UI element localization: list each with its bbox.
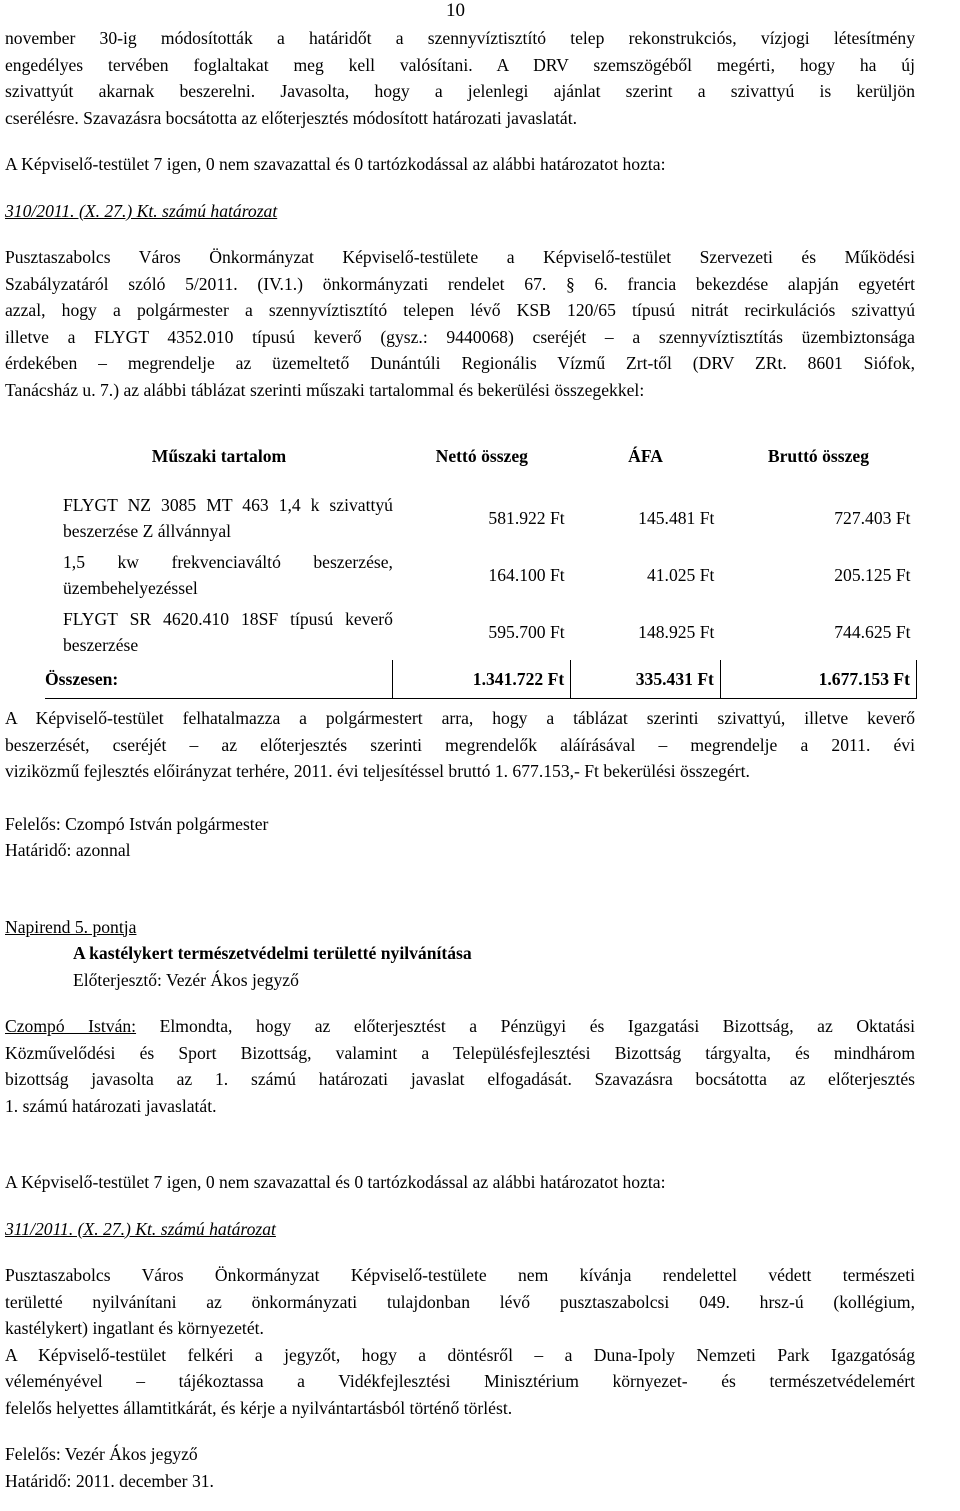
- speech-line: bizottság javasolta az 1. számú határozati javaslat elfogadását. Szavazásra bocsátotta az előterjesztés: [5, 1069, 915, 1089]
- table-row: [45, 546, 917, 603]
- table-header: Műszaki tartalom: [151, 446, 287, 466]
- table-header: ÁFA: [628, 446, 663, 466]
- resolution-line: Pusztaszabolcs Város Önkormányzat Képviselő-testülete a Képviselő-testület Szervezeti és Működési: [5, 247, 915, 267]
- agenda-title: A kastélykert természetvédelmi területté nyilvánítása: [73, 943, 472, 963]
- table-header-row: [45, 423, 917, 489]
- total-vat: 335.431 Ft: [571, 660, 721, 699]
- speech-line: Közművelődési és Sport Bizottság, valamint a Településfejlesztési Bizottság tárgyalta, és mindhárom: [5, 1042, 915, 1063]
- speech-line: 1. számú határozati javaslatát.: [5, 1095, 217, 1116]
- resolution-line: területté nyilvánítani az önkormányzati tulajdonban lévő pusztaszabolcsi 049. hrsz-ú (kollégium,: [5, 1291, 915, 1312]
- responsible: Felelős: Czompó István polgármester: [5, 813, 269, 834]
- table-row: [45, 489, 917, 546]
- resolution-line: illetve a FLYGT 4352.010 típusú keverő (gysz.: 9440068) cseréjét – a szennyvíztisztítás üzembiztonsága: [5, 326, 915, 347]
- speech-text: Elmondta, hogy az előterjesztést a Pénzügyi és Igazgatási Bizottság, az Oktatási: [136, 1016, 915, 1036]
- vote-statement: A Képviselő-testület 7 igen, 0 nem szavazattal és 0 tartózkodással az alábbi határozatot hozta:: [5, 154, 666, 174]
- authorization-line: A Képviselő-testület felhatalmazza a polgármestert arra, hogy a táblázat szerinti szivattyú, illetve keverő: [5, 708, 915, 728]
- total-gross: 1.677.153 Ft: [720, 660, 916, 699]
- resolution-line: azzal, hogy a polgármester a szennyvíztisztító telepen lévő KSB 120/65 típusú nitrát recirkulációs szivattyú: [5, 300, 915, 320]
- gross-amount: 205.125 Ft: [834, 564, 911, 585]
- speaker-name: Czompó István:: [5, 1016, 137, 1036]
- table-row: [45, 603, 917, 660]
- agenda-label: Napirend 5. pontja: [5, 916, 137, 937]
- intro-line: november 30-ig módosították a határidőt a szennyvíztisztító telep rekonstrukciós, vízjogi létesítmény: [5, 28, 915, 48]
- page-number: 10: [446, 0, 465, 21]
- intro-line: engedélyes tervében foglaltakat meg kell valósítani. A DRV szemszögéből megérti, hogy ha új: [5, 54, 915, 75]
- speech-line: [5, 1013, 915, 1040]
- gross-amount: 727.403 Ft: [834, 507, 911, 528]
- resolution-line: Pusztaszabolcs Város Önkormányzat Képviselő-testülete nem kívánja rendelettel védett természeti: [5, 1265, 915, 1285]
- deadline: Határidő: azonnal: [5, 840, 131, 860]
- table-header: Nettó összeg: [435, 446, 528, 466]
- resolution-line: Szabályzatáról szóló 5/2011. (IV.1.) önkormányzati rendelet 67. § 6. francia bekezdése alapján egyetért: [5, 273, 915, 294]
- item-description: FLYGT SR 4620.410 18SF típusú keverő beszerzése: [63, 608, 393, 655]
- resolution-line: Tanácsház u. 7.) az alábbi táblázat szerinti műszaki tartalommal és bekerülési összegekkel:: [5, 379, 645, 400]
- net-amount: 164.100 Ft: [488, 564, 565, 585]
- authorization-line: beszerzését, cseréjét – az előterjesztés szerinti megrendelők aláírásával – megrendelje a 2011. évi: [5, 734, 915, 755]
- agenda-presenter: Előterjesztő: Vezér Ákos jegyző: [73, 969, 299, 990]
- total-label: Összesen:: [45, 660, 393, 699]
- cost-table: [45, 423, 917, 699]
- resolution-line: felelős helyettes államtitkárát, és kérje a nyilvántartásból történő törlést.: [5, 1397, 513, 1418]
- resolution-line: kastélykert) ingatlant és környezetét.: [5, 1318, 264, 1338]
- net-amount: 581.922 Ft: [488, 507, 565, 528]
- vote-statement: A Képviselő-testület 7 igen, 0 nem szavazattal és 0 tartózkodással az alábbi határozatot hozta:: [5, 1172, 666, 1192]
- net-amount: 595.700 Ft: [488, 621, 565, 642]
- table-total-row: [45, 660, 917, 699]
- vat-amount: 148.925 Ft: [638, 621, 715, 642]
- deadline: Határidő: 2011. december 31.: [5, 1470, 214, 1491]
- vat-amount: 145.481 Ft: [638, 507, 715, 528]
- vat-amount: 41.025 Ft: [646, 564, 715, 585]
- intro-line: cserélésre. Szavazásra bocsátotta az előterjesztés módosított határozati javaslatát.: [5, 107, 578, 128]
- resolution-line: A Képviselő-testület felkéri a jegyzőt, hogy a döntésről – a Duna-Ipoly Nemzeti Park Igazgatóság: [5, 1344, 915, 1365]
- intro-line: szivattyút akarnak beszerelni. Javasolta, hogy a jelenlegi ajánlat szerint a szivattyú is kerüljön: [5, 81, 915, 101]
- item-description: 1,5 kw frekvenciaváltó beszerzése, üzembehelyezéssel: [63, 551, 393, 598]
- resolution-line: véleményével – tájékoztassa a Vidékfejlesztési Minisztérium környezet- és természetvédelemért: [5, 1371, 915, 1391]
- item-description: FLYGT NZ 3085 MT 463 1,4 k szivattyú beszerzése Z állvánnyal: [63, 494, 393, 541]
- gross-amount: 744.625 Ft: [834, 621, 911, 642]
- document-body: [5, 25, 915, 1494]
- authorization-line: viziközmű fejlesztés előirányzat terhére, 2011. évi teljesítéssel bruttó 1. 677.153,- Ft bekerülési összegért.: [5, 761, 750, 781]
- resolution-title: 311/2011. (X. 27.) Kt. számú határozat: [5, 1218, 276, 1239]
- resolution-line: érdekében – megrendelje az üzemeltető Dunántúli Regionális Vízmű Zrt-től (DRV ZRt. 8601 Siófok,: [5, 353, 915, 373]
- resolution-title: 310/2011. (X. 27.) Kt. számú határozat: [5, 200, 278, 221]
- table-header: Bruttó összeg: [767, 446, 870, 466]
- responsible: Felelős: Vezér Ákos jegyző: [5, 1444, 198, 1464]
- total-net: 1.341.722 Ft: [393, 660, 571, 699]
